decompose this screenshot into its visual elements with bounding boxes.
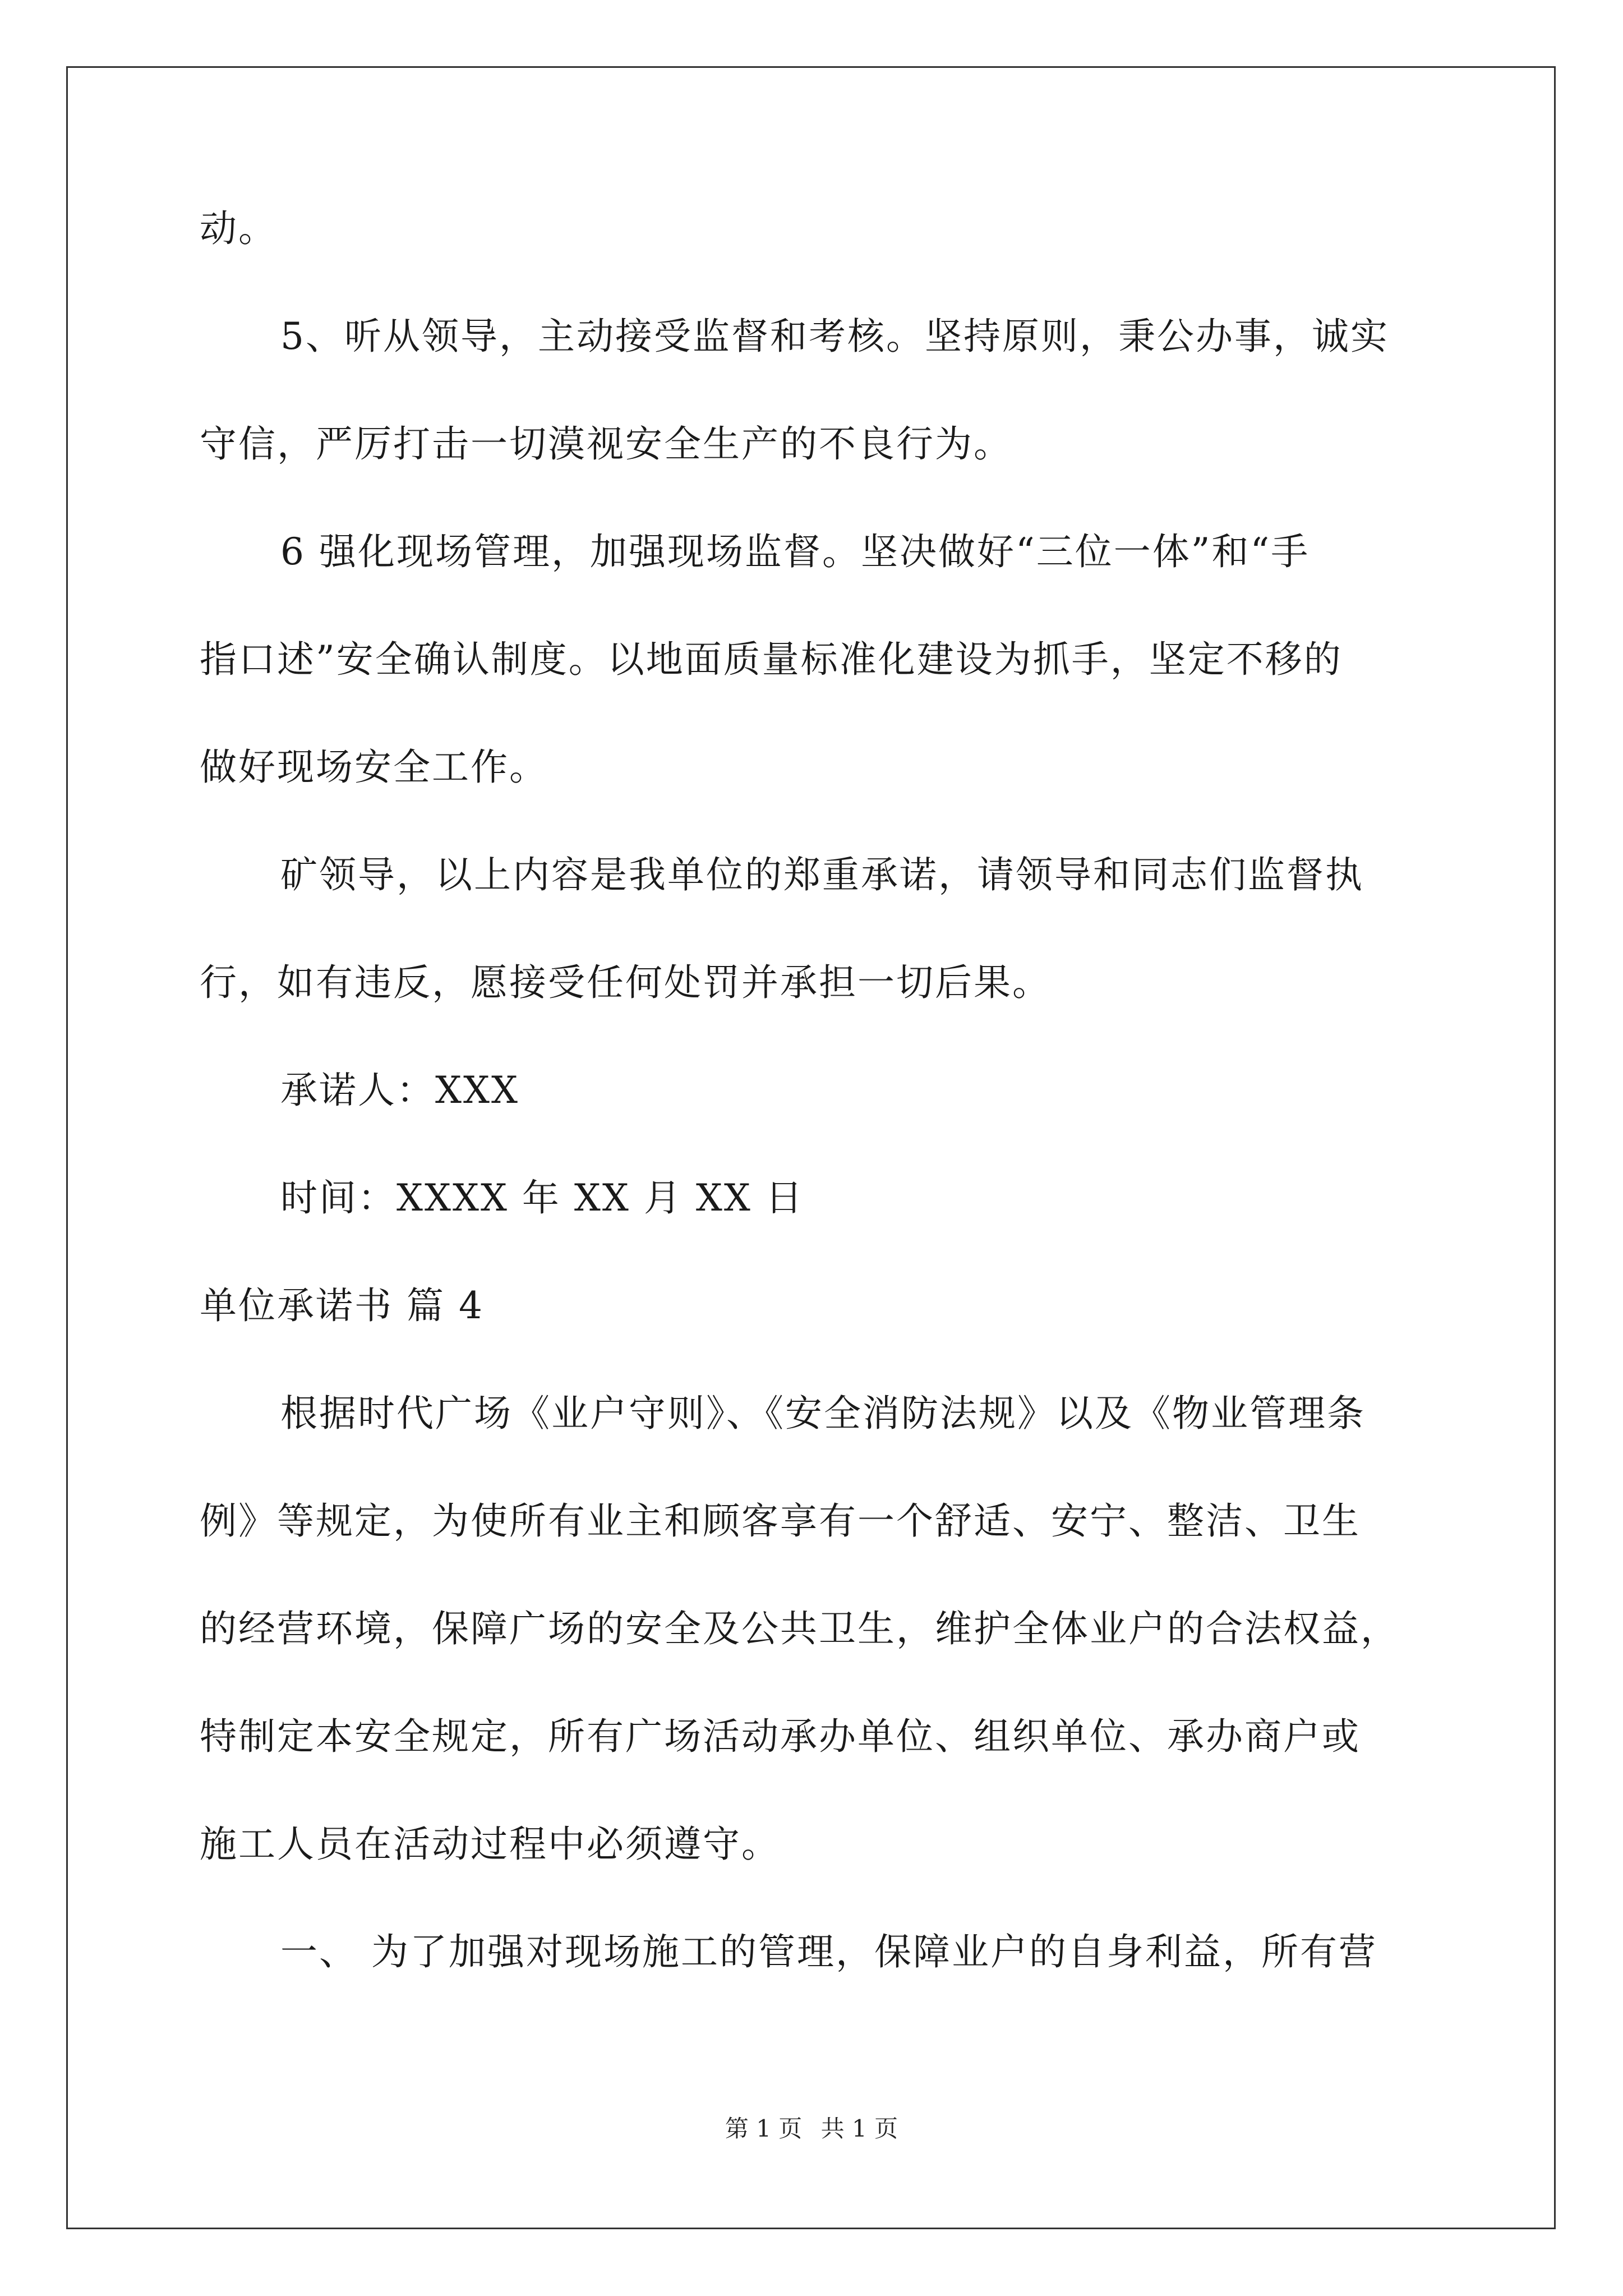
signatory-line: 承诺人：XXX	[280, 1069, 519, 1112]
page-footer	[0, 2115, 1623, 2143]
paragraph-line: 5、听从领导，主动接受监督和考核。坚持原则，秉公办事，诚实	[280, 315, 1389, 358]
paragraph-line: 例》等规定，为使所有业主和顾客享有一个舒适、安宁、整洁、卫生	[200, 1499, 1361, 1543]
paragraph-line: 守信，严厉打击一切漠视安全生产的不良行为。	[200, 422, 1012, 466]
paragraph-line: 施工人员在活动过程中必须遵守。	[200, 1823, 780, 1866]
paragraph-line: 的经营环境，保障广场的安全及公共卫生，维护全体业户的合法权益，	[200, 1607, 1399, 1650]
paragraph-line: 一、 为了加强对现场施工的管理，保障业户的自身利益，所有营	[280, 1930, 1377, 1973]
paragraph-line: 矿领导，以上内容是我单位的郑重承诺，请领导和同志们监督执	[280, 853, 1364, 896]
paragraph-line: 指口述”安全确认制度。以地面质量标准化建设为抓手，坚定不移的	[200, 638, 1343, 681]
page-border	[66, 66, 1556, 2229]
paragraph-line: 根据时代广场《业户守则》、《安全消防法规》以及《物业管理条	[280, 1392, 1366, 1435]
paragraph-line: 6 强化现场管理，加强现场监督。坚决做好“三位一体”和“手	[280, 530, 1310, 573]
paragraph-line: 动。	[200, 207, 277, 250]
paragraph-line: 做好现场安全工作。	[200, 746, 548, 789]
page-total: 共 1 页	[820, 2115, 898, 2142]
section-heading: 单位承诺书 篇 4	[200, 1284, 484, 1327]
paragraph-line: 特制定本安全规定，所有广场活动承办单位、组织单位、承办商户或	[200, 1715, 1361, 1758]
paragraph-line: 行，如有违反，愿接受任何处罚并承担一切后果。	[200, 961, 1051, 1004]
page-number: 第 1 页	[725, 2115, 803, 2142]
date-line: 时间：XXXX 年 XX 月 XX 日	[280, 1176, 804, 1220]
